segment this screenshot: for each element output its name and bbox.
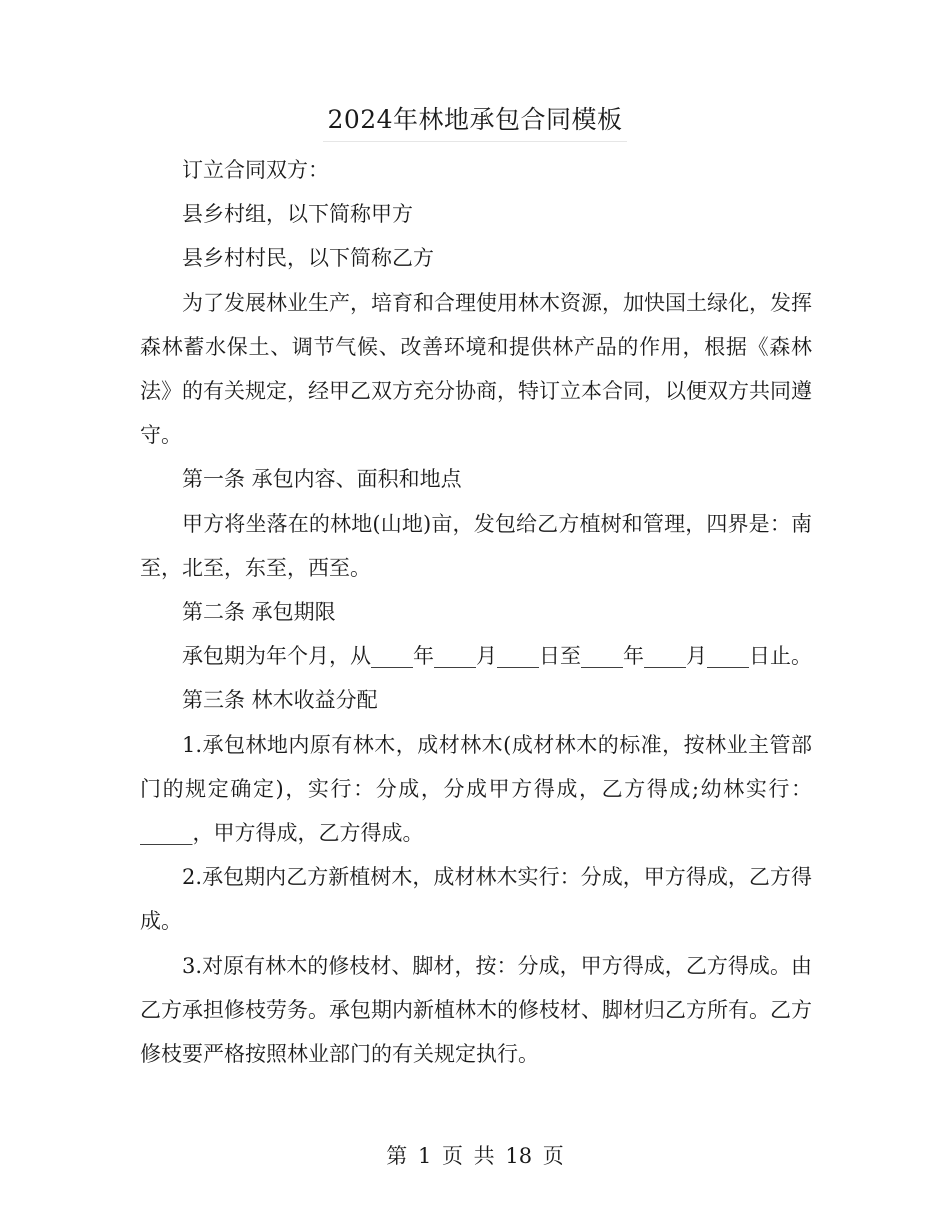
paragraph-party-b: 县乡村村民，以下简称乙方	[182, 246, 434, 271]
document-body	[140, 148, 812, 1076]
article-2-content: 承包期为年个月，从____年____月____日至____年____月____日止。	[182, 644, 812, 669]
title-container	[0, 100, 950, 142]
article-2-heading: 第二条 承包期限	[182, 600, 336, 625]
article-3-item-1: 1.承包林地内原有林木，成材林木(成材林木的标准，按林业主管部门的规定确定)，实行：分成，分成甲方得成，乙方得成;幼林实行：_____，甲方得成，乙方得成。	[140, 732, 812, 846]
paragraph-purpose: 为了发展林业生产，培育和合理使用林木资源，加快国土绿化，发挥森林蓄水保土、调节气候、改善环境和提供林产品的作用，根据《森林法》的有关规定，经甲乙双方充分协商，特订立本合同，以便双方共同遵守。	[140, 290, 812, 448]
article-3-item-3: 3.对原有林木的修枝材、脚材，按：分成，甲方得成，乙方得成。由乙方承担修枝劳务。承包期内新植林木的修枝材、脚材归乙方所有。乙方修枝要严格按照林业部门的有关规定执行。	[140, 953, 812, 1067]
article-3-heading: 第三条 林木收益分配	[182, 688, 378, 713]
paragraph-parties-heading: 订立合同双方：	[182, 158, 329, 182]
article-1-content: 甲方将坐落在的林地(山地)亩，发包给乙方植树和管理，四界是：南至，北至，东至，西至。	[140, 511, 812, 580]
article-1-heading: 第一条 承包内容、面积和地点	[182, 467, 462, 492]
paragraph-party-a: 县乡村组，以下简称甲方	[182, 202, 413, 227]
page-footer: 第 1 页 共 18 页	[386, 1144, 564, 1168]
article-3-item-2: 2.承包期内乙方新植树木，成材林木实行：分成，甲方得成，乙方得成。	[140, 865, 812, 934]
document-title: 2024年林地承包合同模板	[323, 100, 626, 142]
